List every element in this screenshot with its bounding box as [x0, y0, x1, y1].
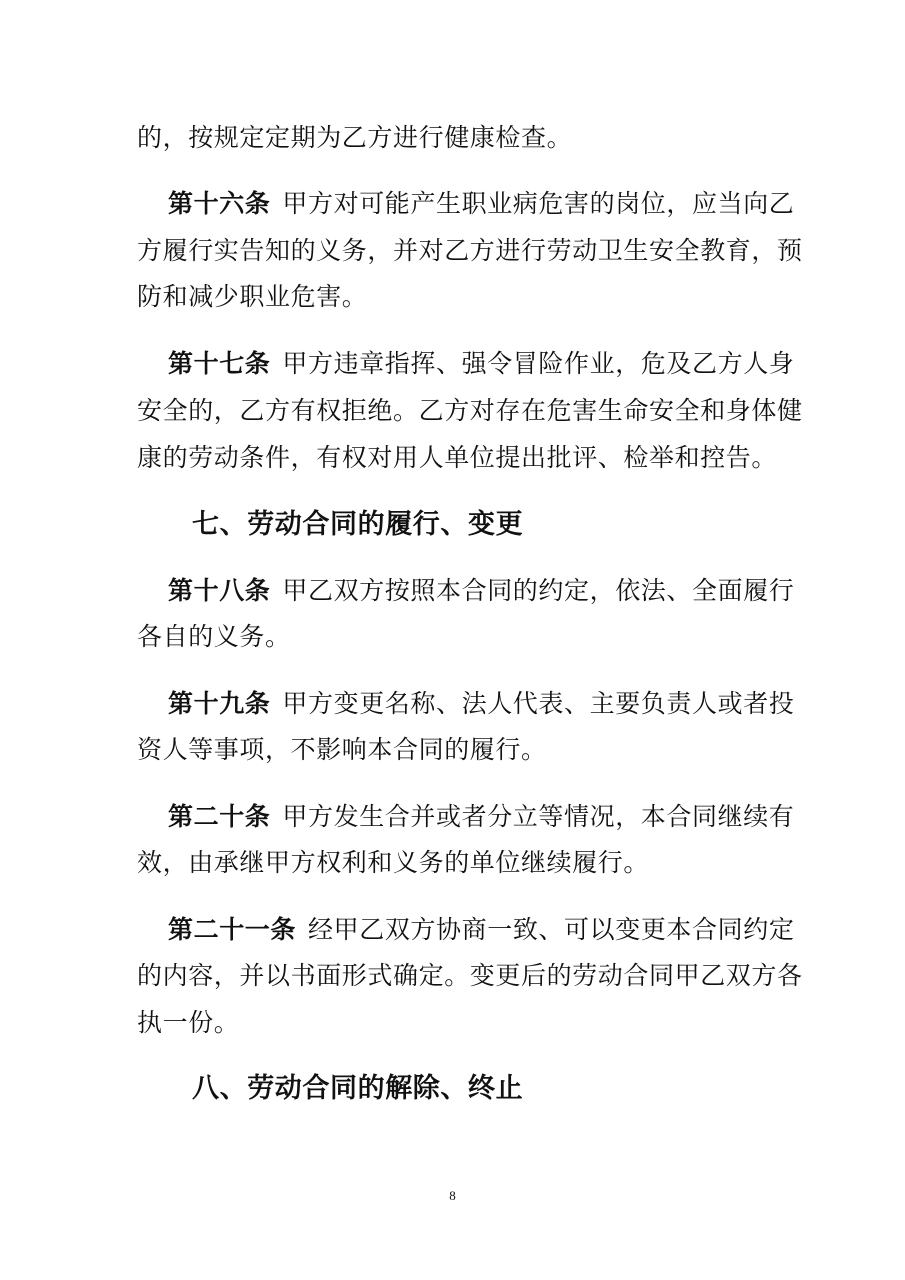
- text-line: 甲方违章指挥、强令冒险作业，危及乙方人身: [282, 349, 795, 378]
- text-line: 效，由承继甲方权利和义务的单位继续履行。: [137, 848, 650, 877]
- text-line: 资人等事项，不影响本合同的履行。: [137, 735, 547, 764]
- article-number: 第十六条: [168, 189, 271, 218]
- article-number: 第十九条: [168, 689, 271, 718]
- article-17-line-3: [137, 435, 777, 481]
- text-line: 甲方对可能产生职业病危害的岗位，应当向乙: [282, 189, 795, 218]
- text-line: 甲方发生合并或者分立等情况，本合同继续有: [282, 802, 795, 831]
- article-19-line-2: [137, 727, 547, 773]
- text-line: 的内容，并以书面形式确定。变更后的劳动合同甲乙双方各: [137, 961, 803, 990]
- article-number: 第十八条: [168, 576, 271, 605]
- text-line: 经甲乙双方协商一致、可以变更本合同约定: [308, 915, 795, 944]
- article-20-line-2: [137, 840, 649, 886]
- text-line: 防和减少职业危害。: [137, 282, 368, 311]
- article-19-line-1: [168, 681, 794, 727]
- paragraph-continuation: [137, 115, 572, 161]
- article-number: 第二十条: [168, 802, 271, 831]
- text-line: 方履行实告知的义务，并对乙方进行劳动卫生安全教育，预: [137, 236, 803, 265]
- article-21-line-3: [137, 1000, 239, 1046]
- section-heading-7: 七、劳动合同的履行、变更: [192, 509, 524, 540]
- article-18-line-1: [168, 568, 794, 614]
- page-number: 8: [449, 1188, 456, 1203]
- article-17-line-1: [168, 341, 794, 387]
- text-line: 甲乙双方按照本合同的约定，依法、全面履行: [282, 576, 795, 605]
- article-21-line-1: [168, 907, 794, 953]
- article-number: 第十七条: [168, 349, 271, 378]
- article-21-line-2: [137, 953, 803, 999]
- article-16-line-3: [137, 274, 367, 320]
- text-line: 各自的义务。: [137, 622, 291, 651]
- article-18-line-2: [137, 614, 291, 660]
- article-number: 第二十一条: [168, 915, 297, 944]
- text-line: 安全的，乙方有权拒绝。乙方对存在危害生命安全和身体健: [137, 396, 803, 425]
- article-16-line-2: [137, 228, 803, 274]
- article-17-line-2: [137, 388, 803, 434]
- text-line: 康的劳动条件，有权对用人单位提出批评、检举和控告。: [137, 443, 778, 472]
- text-line: 执一份。: [137, 1008, 240, 1037]
- article-16-line-1: [168, 181, 794, 227]
- section-heading-8: 八、劳动合同的解除、终止: [192, 1073, 524, 1104]
- text-line: 甲方变更名称、法人代表、主要负责人或者投: [282, 689, 795, 718]
- article-20-line-1: [168, 794, 794, 840]
- text-line: 的，按规定定期为乙方进行健康检查。: [137, 123, 573, 152]
